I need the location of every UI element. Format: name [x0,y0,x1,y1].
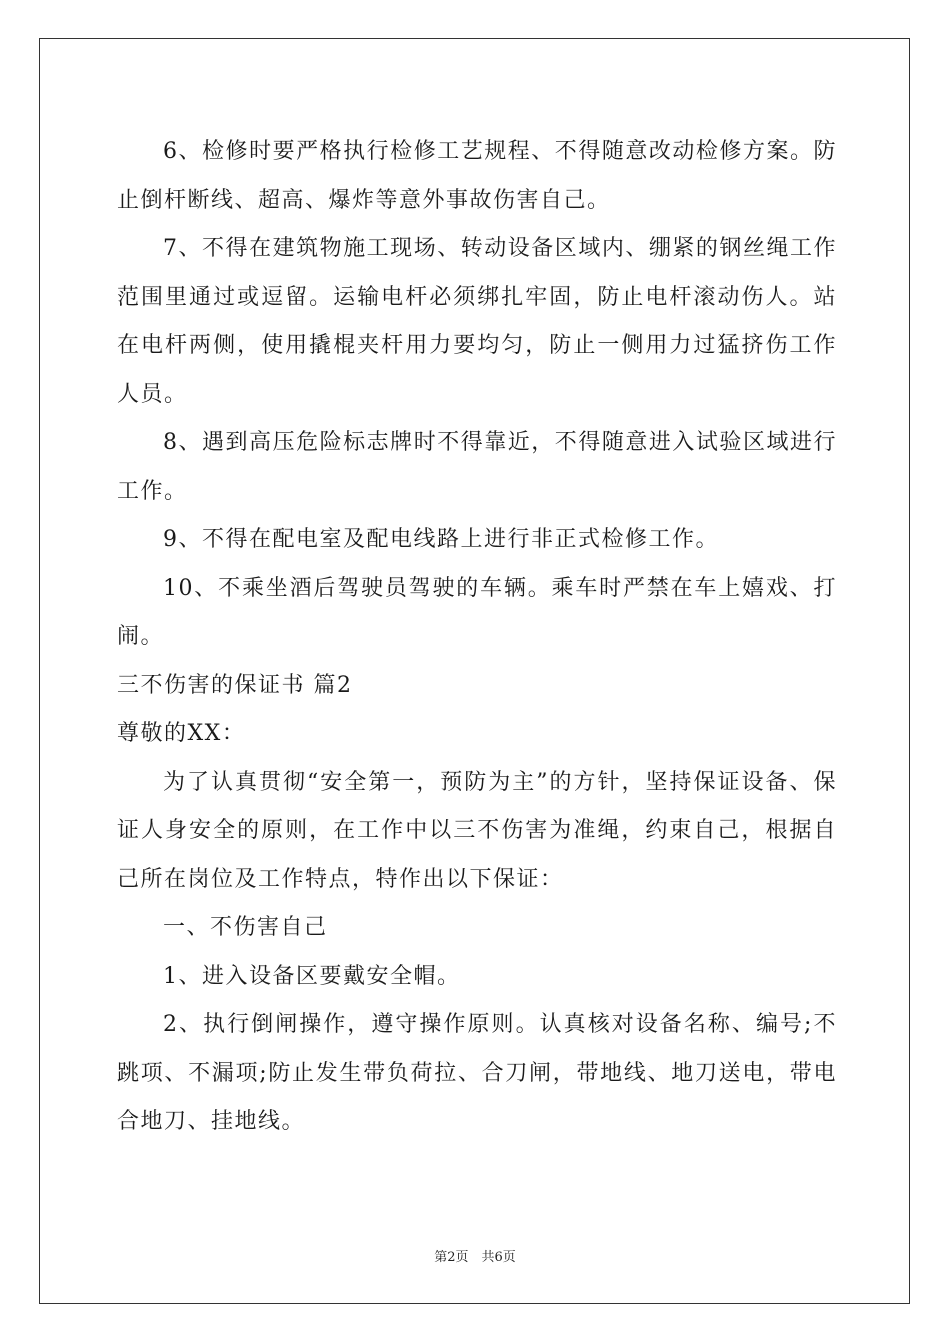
paragraph-item-8: 8、遇到高压危险标志牌时不得靠近，不得随意进入试验区域进行工作。 [117,430,837,504]
intro-paragraph: 为了认真贯彻“安全第一，预防为主”的方针，坚持保证设备、保证人身安全的原则，在工作中以三不伤害为准绳，约束自己，根据自己所在岗位及工作特点，特作出以下保证： [117,769,837,892]
paragraph-item-6: 6、检修时要严格执行检修工艺规程、不得随意改动检修方案。防止倒杆断线、超高、爆炸等意外事故伤害自己。 [117,139,837,213]
page-footer: 第2页 共6页 [434,1250,516,1265]
paragraph-item-7: 7、不得在建筑物施工现场、转动设备区域内、绷紧的钢丝绳工作范围里通过或逗留。运输电杆必须绑扎牢固，防止电杆滚动伤人。站在电杆两侧，使用撬棍夹杆用力要均匀，防止一侧用力过猛挤伤工作人员。 [117,236,837,407]
section-heading: 三不伤害的保证书 篇2 [117,672,353,698]
paragraph-item-10: 10、不乘坐酒后驾驶员驾驶的车辆。乘车时严禁在车上嬉戏、打闹。 [117,575,837,649]
subsection-heading: 一、不伤害自己 [163,915,328,940]
guarantee-item-1: 1、进入设备区要戴安全帽。 [163,963,461,989]
salutation: 尊敬的XX： [117,721,246,746]
document-body [117,128,837,1147]
paragraph-item-9: 9、不得在配电室及配电线路上进行非正式检修工作。 [163,527,719,552]
guarantee-item-2: 2、执行倒闸操作，遵守操作原则。认真核对设备名称、编号;不跳项、不漏项;防止发生带负荷拉、合刀闸，带地线、地刀送电，带电合地刀、挂地线。 [117,1012,837,1134]
